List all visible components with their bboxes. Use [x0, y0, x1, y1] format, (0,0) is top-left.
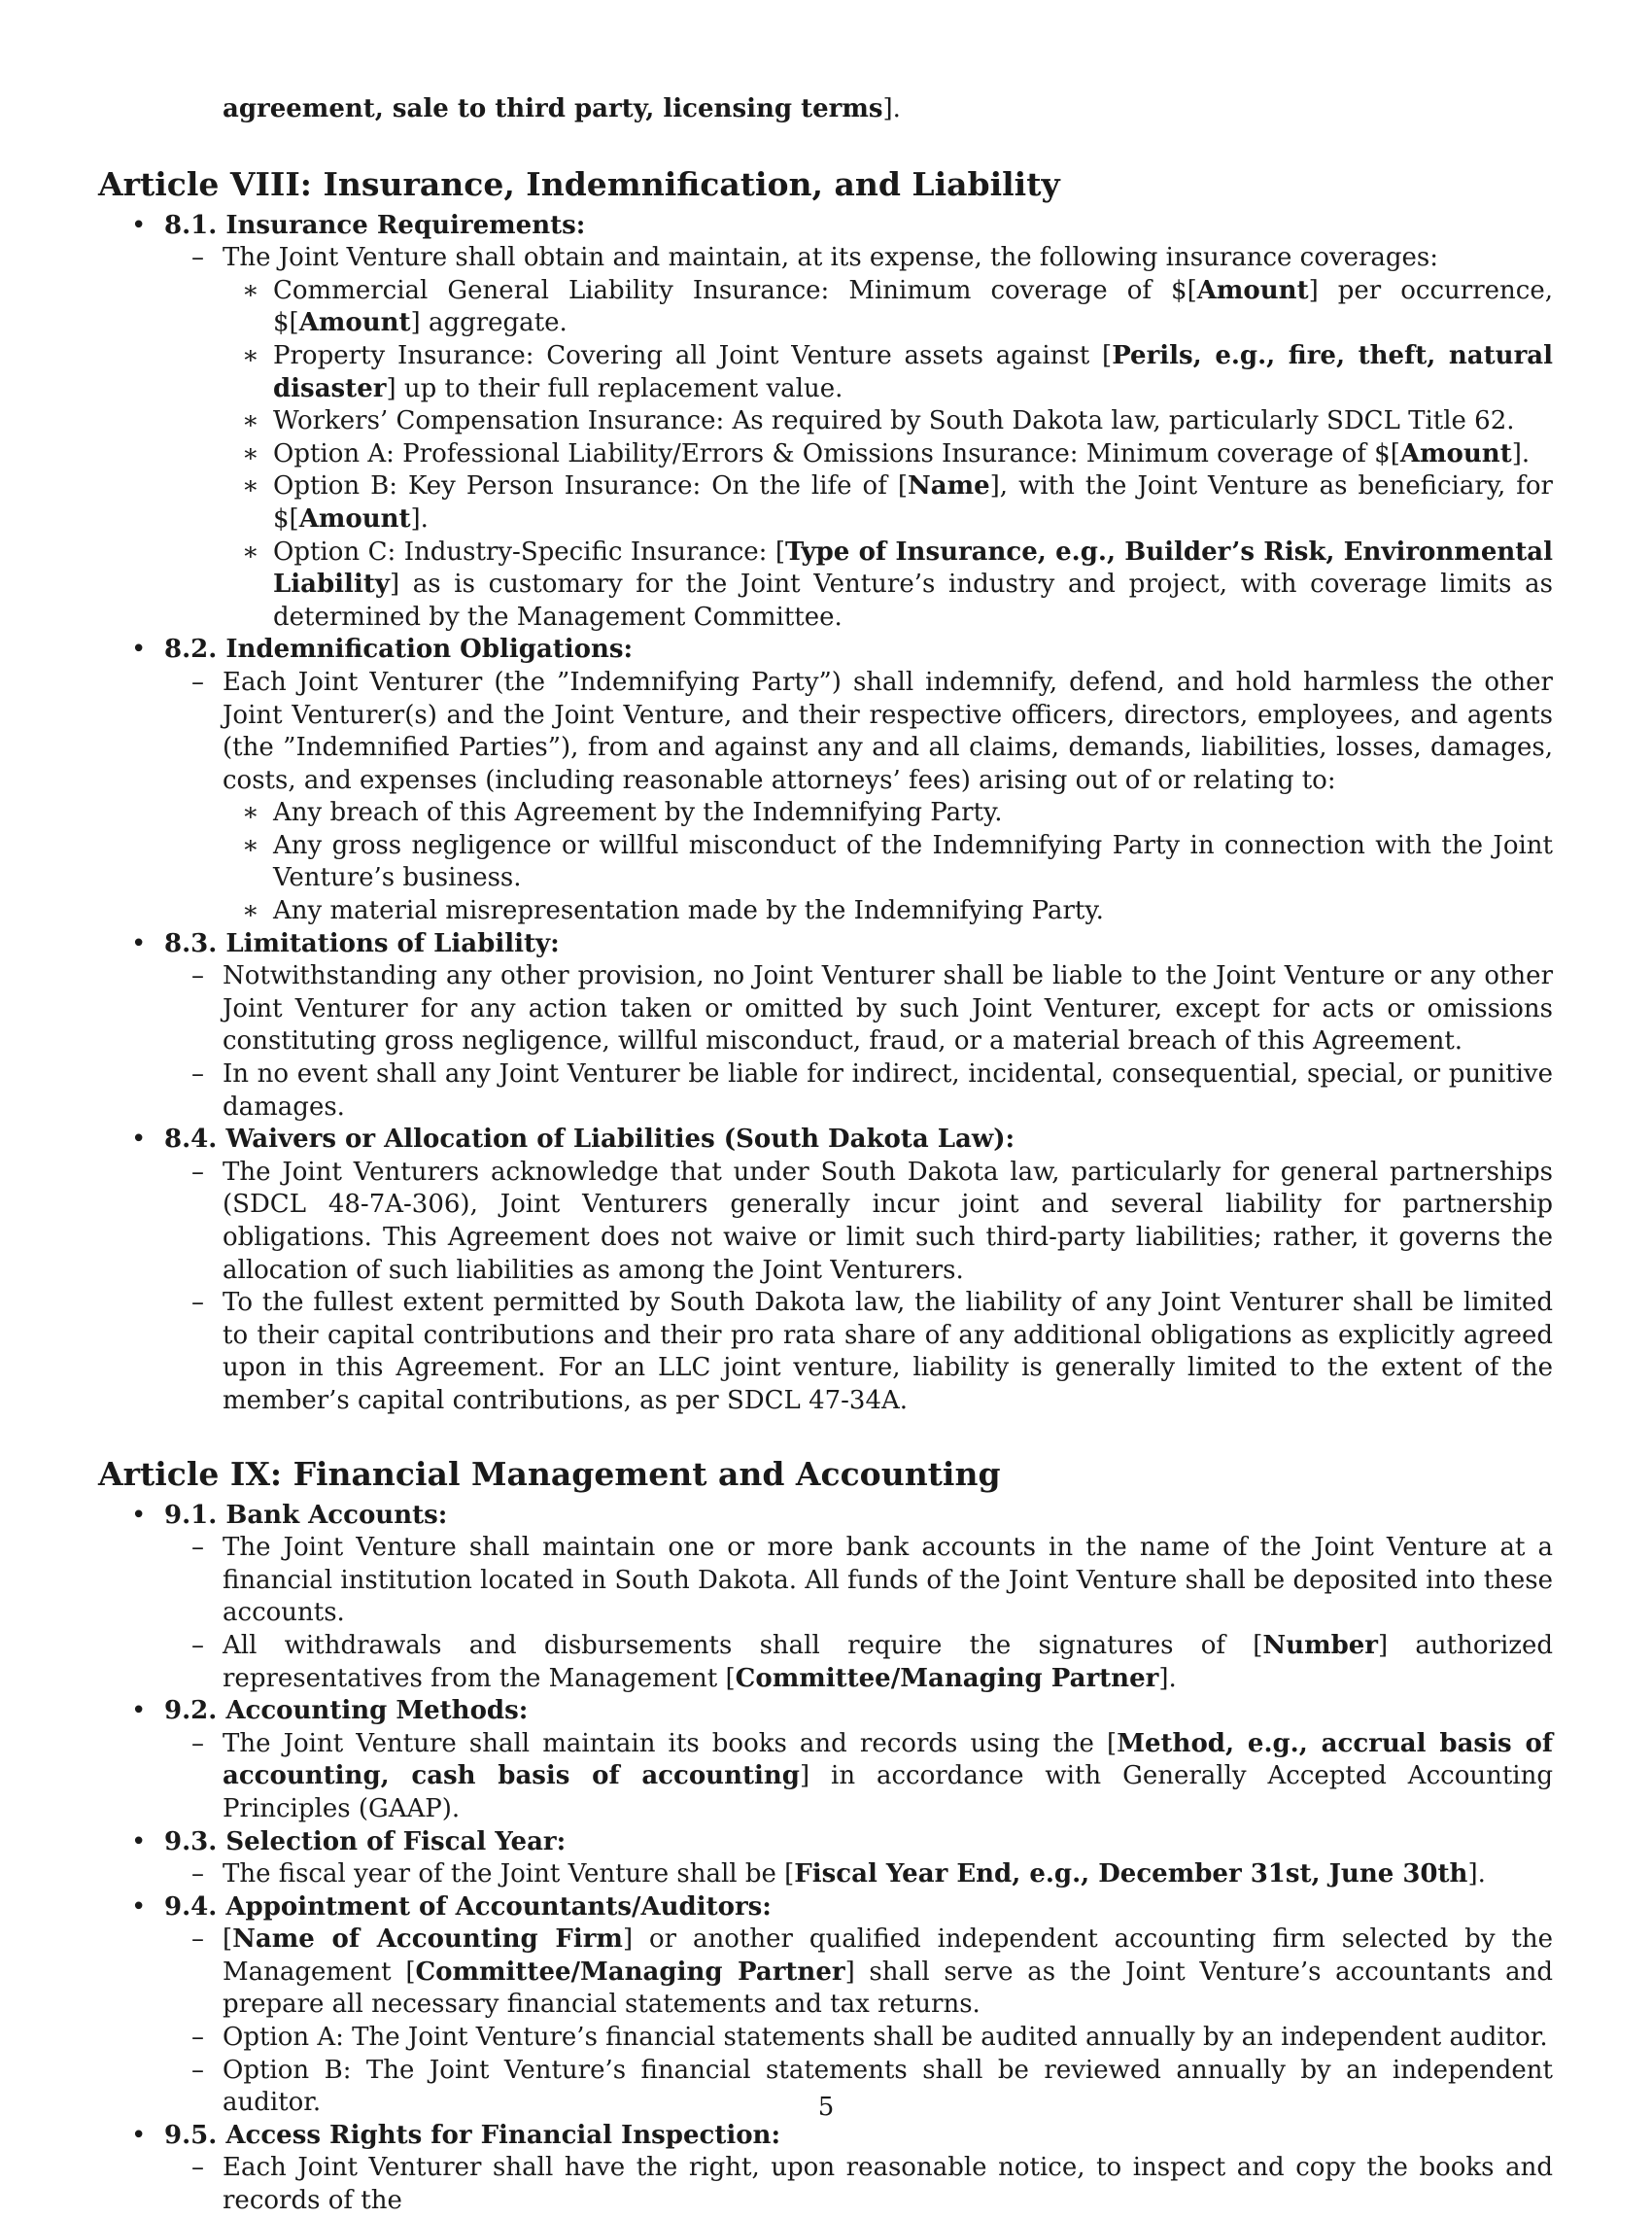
document-page — [98, 93, 1553, 2218]
list-item: ∗ Option B: Key Person Insurance: On the life of [Name], with the Joint Venture as beneficiary, for $[Amount]. — [242, 471, 1553, 534]
list-item: – Notwithstanding any other provision, no Joint Venturer shall be liable to the Joint Venture or any other Joint Venturer for any action taken or omitted by such Joint Venturer, except for acts or omissions constituting gross negligence, willful misconduct, fraud, or a material breach of this Agreement. — [191, 961, 1553, 1057]
article-8 — [98, 163, 1553, 1418]
list-item: – Each Joint Venturer shall have the right, upon reasonable notice, to inspect and copy the books and records of the — [191, 2153, 1553, 2216]
list-item: – To the fullest extent permitted by South Dakota law, the liability of any Joint Venturer shall be limited to their capital contributions and their pro rata share of any additional obligations as explicitly agreed upon in this Agreement. For an LLC joint venture, liability is generally limited to the extent of the member’s capital contributions, as per SDCL 47-34A. — [191, 1288, 1553, 1415]
list-item: ∗ Any gross negligence or willful misconduct of the Indemnifying Party in connection with the Joint Venture’s business. — [242, 830, 1553, 893]
section-9-1: • 9.1. Bank Accounts: — [131, 1500, 448, 1530]
list-item: – Option B: The Joint Venture’s financial statements shall be reviewed annually by an independent auditor. — [191, 2055, 1553, 2118]
list-item: – The Joint Venture shall maintain its books and records using the [Method, e.g., accrual basis of accounting, cash basis of accounting] in accordance with Generally Accepted Accounting Principles (GAAP). — [191, 1728, 1553, 1823]
list-item: – Each Joint Venturer (the ”Indemnifying Party”) shall indemnify, defend, and hold harmless the other Joint Venturer(s) and the Joint Venture, and their respective officers, directors, employees, and agents (the ”Indemnified Parties”), from and against any and all claims, demands, liabilities, losses, damages, costs, and expenses (including reasonable attorneys’ fees) arising out of or relating to: — [191, 667, 1553, 795]
list-item: – The Joint Venture shall obtain and maintain, at its expense, the following insurance coverages: — [191, 243, 1439, 273]
list-item: ∗ Workers’ Compensation Insurance: As required by South Dakota law, particularly SDCL Title 62. — [242, 406, 1515, 436]
section-9-3: • 9.3. Selection of Fiscal Year: — [131, 1826, 567, 1856]
section-8-2: • 8.2. Indemnification Obligations: — [131, 635, 634, 665]
list-item: ∗ Option C: Industry-Specific Insurance: [Type of Insurance, e.g., Builder’s Risk, Environmental Liability] as is customary for the Joint Venture’s industry and project, with coverage limits as determined by the Management Committee. — [242, 537, 1553, 632]
list-item: – All withdrawals and disbursements shall require the signatures of [Number] authorized representatives from the Management [Committee/Managing Partner]. — [191, 1630, 1553, 1693]
continued-line: agreement, sale to third party, licensing terms]. — [223, 94, 901, 123]
section-9-4: • 9.4. Appointment of Accountants/Auditors: — [131, 1891, 772, 1922]
section-8-1: • 8.1. Insurance Requirements: — [131, 210, 586, 240]
article-9-title: Article IX: Financial Management and Accounting — [98, 1454, 1001, 1493]
list-item: – The Joint Venturers acknowledge that under South Dakota law, particularly for general partnerships (SDCL 48-7A-306), Joint Venturers generally incur joint and several liability for partnership obligations. This Agreement does not waive or limit such third-party liabilities; rather, it governs the allocation of such liabilities as among the Joint Venturers. — [191, 1157, 1553, 1285]
list-item: – The fiscal year of the Joint Venture shall be [Fiscal Year End, e.g., December 31st, June 30th]. — [191, 1859, 1486, 1889]
page-number: 5 — [817, 2093, 835, 2122]
list-item: – In no event shall any Joint Venturer be liable for indirect, incidental, consequential, special, or punitive damages. — [191, 1059, 1553, 1122]
list-item: – Option A: The Joint Venture’s financial statements shall be audited annually by an independent auditor. — [191, 2023, 1548, 2053]
section-9-2: • 9.2. Accounting Methods: — [131, 1696, 529, 1726]
list-item: – [Name of Accounting Firm] or another qualified independent accounting firm selected by the Management [Committee/Managing Partner] shall serve as the Joint Venture’s accountants and prepare all necessary financial statements and tax returns. — [191, 1924, 1554, 2020]
article-8-title: Article VIII: Insurance, Indemnification, and Liability — [98, 164, 1060, 203]
section-8-4: • 8.4. Waivers or Allocation of Liabilities (South Dakota Law): — [131, 1125, 1015, 1155]
list-item: – The Joint Venture shall maintain one or more bank accounts in the name of the Joint Venture at a financial institution located in South Dakota. All funds of the Joint Venture shall be deposited into these accounts. — [191, 1533, 1553, 1628]
list-item: ∗ Commercial General Liability Insurance: Minimum coverage of $[Amount] per occurrence, $[Amount] aggregate. — [242, 275, 1554, 338]
list-item: ∗ Option A: Professional Liability/Errors & Omissions Insurance: Minimum coverage of $[Amount]. — [242, 438, 1531, 468]
list-item: ∗ Property Insurance: Covering all Joint Venture assets against [Perils, e.g., fire, theft, natural disaster] up to their full replacement value. — [242, 340, 1553, 403]
section-9-5: • 9.5. Access Rights for Financial Inspection: — [131, 2120, 781, 2150]
list-item: ∗ Any material misrepresentation made by the Indemnifying Party. — [242, 896, 1104, 926]
section-8-3: • 8.3. Limitations of Liability: — [131, 928, 560, 958]
list-item: ∗ Any breach of this Agreement by the Indemnifying Party. — [242, 798, 1003, 828]
